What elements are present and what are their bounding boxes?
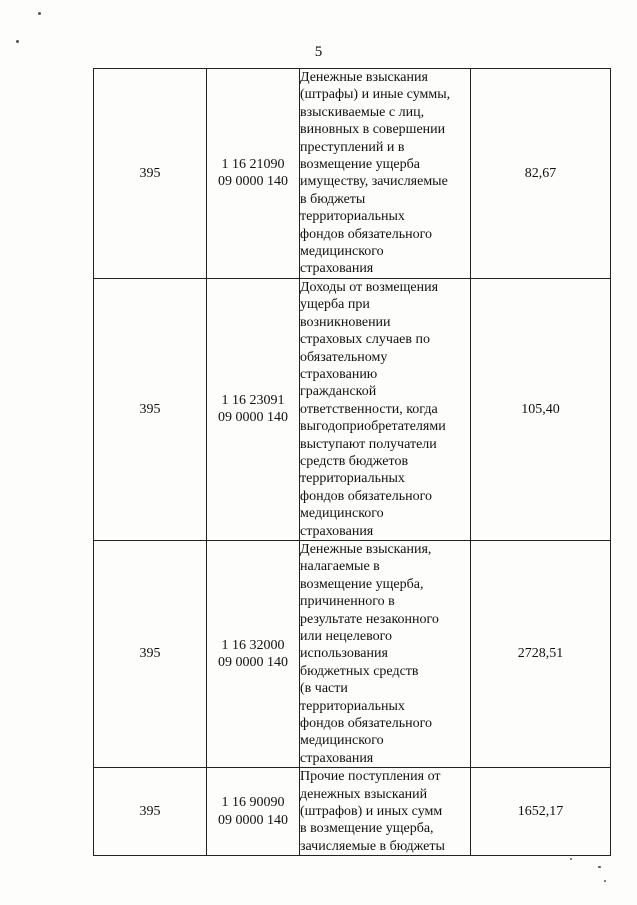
description-line: Денежные взыскания — [300, 70, 428, 85]
description-line: виновных в совершении — [300, 122, 446, 138]
description-line: территориальных — [300, 471, 405, 487]
description-cell — [300, 540, 471, 767]
kbk-code-line: 09 0000 140 — [218, 812, 288, 828]
table-row — [94, 540, 611, 767]
description-line: Прочие поступления от — [300, 769, 441, 785]
kbk-code-line: 1 16 90090 — [221, 795, 285, 811]
description-line: имуществу, зачисляемые — [300, 174, 448, 190]
description-cell — [300, 278, 471, 540]
description-line: ущерба при — [300, 297, 370, 313]
kbk-code-line: 1 16 23091 — [221, 393, 285, 409]
description-line: гражданской — [300, 384, 377, 400]
description-line: причиненного в — [300, 594, 395, 610]
description-line: преступлений и в — [300, 139, 405, 155]
description-line: возмещение ущерба, — [300, 576, 424, 592]
scan-speck — [598, 866, 601, 868]
description-line: (в части — [300, 681, 348, 697]
description-line: выступают получатели — [300, 436, 437, 452]
kbk-code-line: 1 16 32000 — [221, 637, 285, 653]
table-row — [94, 768, 611, 856]
amount-cell: 105,40 — [471, 278, 611, 540]
description-line: зачисляемые в бюджеты — [300, 838, 445, 854]
description-line: Доходы от возмещения — [300, 279, 439, 295]
description-line: страхованию — [300, 366, 378, 382]
description-line: фондов обязательного — [300, 226, 432, 242]
kbk-code-line: 09 0000 140 — [218, 655, 288, 671]
kbk-code-cell — [207, 540, 300, 767]
description-line: (штрафы) и иные суммы, — [300, 87, 451, 103]
description-line: медицинского — [300, 244, 384, 260]
description-line: ответственности, когда — [300, 401, 438, 417]
admin-code-cell: 395 — [94, 278, 207, 540]
description-line: обязательному — [300, 349, 388, 365]
description-line: выгодоприобретателями — [300, 419, 446, 435]
admin-code-cell: 395 — [94, 540, 207, 767]
kbk-code-cell — [207, 768, 300, 856]
admin-code-cell: 395 — [94, 768, 207, 856]
description-line: территориальных — [300, 209, 405, 225]
description-line: или нецелевого — [300, 629, 392, 644]
description-line: страхования — [300, 523, 374, 539]
table-row — [94, 69, 611, 279]
page-number: 5 — [314, 44, 323, 60]
description-line: в возмещение ущерба, — [300, 821, 434, 837]
description-cell — [300, 69, 471, 279]
kbk-code-line: 09 0000 140 — [218, 174, 288, 190]
description-line: страхования — [300, 261, 374, 277]
admin-code-cell: 395 — [94, 69, 207, 279]
description-line: территориальных — [300, 698, 405, 714]
description-line: взыскиваемые с лиц, — [300, 104, 425, 120]
amount-cell: 2728,51 — [471, 540, 611, 767]
description-line: медицинского — [300, 733, 384, 749]
kbk-code-cell — [207, 69, 300, 279]
description-line: возмещение ущерба — [300, 157, 420, 173]
description-line: использования — [300, 646, 388, 662]
amount-cell: 82,67 — [471, 69, 611, 279]
description-line: фондов обязательного — [300, 488, 432, 504]
description-line: страховых случаев по — [300, 332, 430, 348]
scan-speck — [16, 40, 19, 43]
description-line: средств бюджетов — [300, 453, 409, 469]
table-body — [94, 69, 611, 856]
amount-cell: 1652,17 — [471, 768, 611, 856]
description-line: в бюджеты — [300, 191, 366, 207]
description-line: фондов обязательного — [300, 716, 432, 732]
description-line: страхования — [300, 750, 374, 766]
scan-speck — [38, 12, 41, 15]
scan-speck — [604, 880, 606, 882]
kbk-code-cell — [207, 278, 300, 540]
kbk-code-line: 1 16 21090 — [221, 157, 285, 173]
description-cell — [300, 768, 471, 856]
description-line: возникновении — [300, 314, 391, 330]
description-line: налагаемые в — [300, 559, 380, 575]
budget-revenue-table — [93, 68, 611, 856]
description-line: денежных взысканий — [300, 786, 428, 802]
description-line: Денежные взыскания, — [300, 541, 432, 557]
description-line: бюджетных средств — [300, 663, 419, 679]
description-line: (штрафов) и иных сумм — [300, 804, 443, 820]
table-row — [94, 278, 611, 540]
description-line: результате незаконного — [300, 611, 439, 627]
scan-speck — [570, 858, 572, 860]
description-line: медицинского — [300, 506, 384, 522]
kbk-code-line: 09 0000 140 — [218, 410, 288, 426]
